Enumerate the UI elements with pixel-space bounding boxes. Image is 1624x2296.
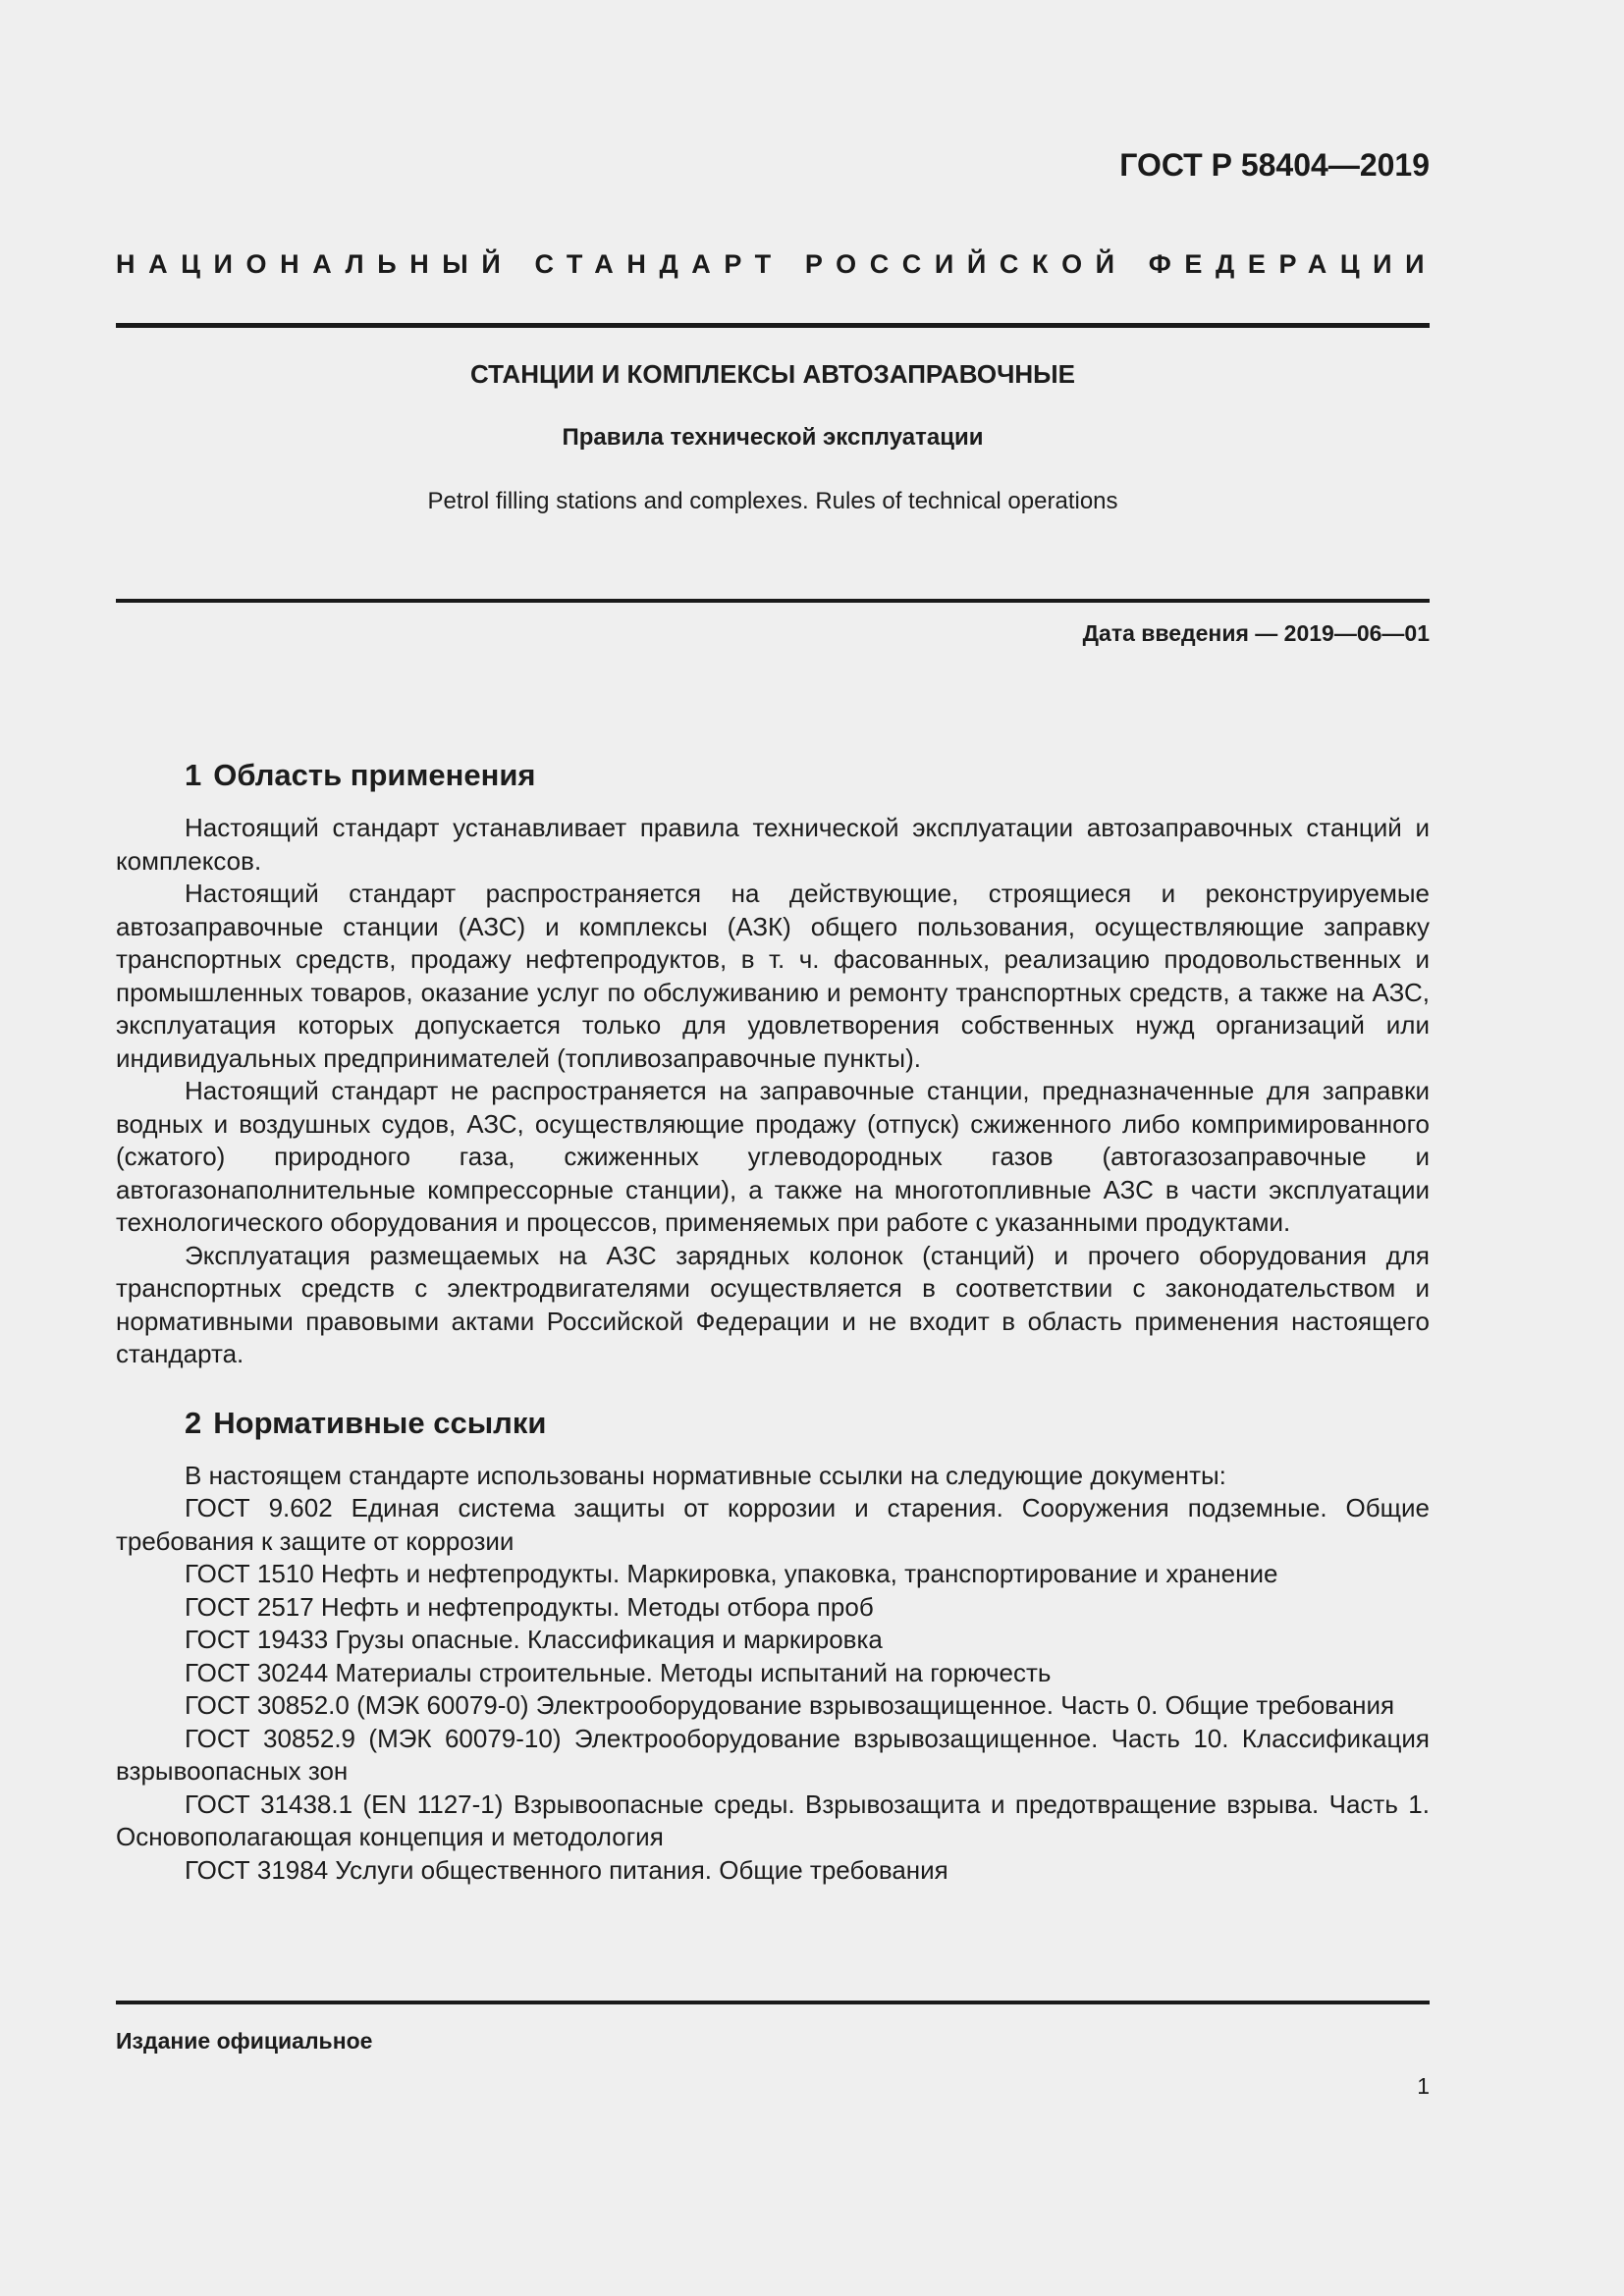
section-title: Область применения xyxy=(213,758,536,792)
document-subtitle: Правила технической эксплуатации xyxy=(562,424,984,451)
page-number: 1 xyxy=(1417,2073,1430,2099)
reference-item: ГОСТ 9.602 Единая система защиты от коррозии и старения. Сооружения подземные. Общие требования к защите от коррозии xyxy=(116,1493,1430,1556)
paragraph: Настоящий стандарт устанавливает правила технической эксплуатации автозаправочных станций и комплексов. xyxy=(116,813,1430,876)
paragraph: Настоящий стандарт не распространяется на заправочные станции, предназначенные для заправки водных и воздушных судов, АЗС, осуществляющие продажу (отпуск) сжиженного либо компримированного (сжатого) природного газа, сжиженных углеводородных газов (автогазозаправочные и автогазонаполнительные компрессорные станции), а также на многотопливные АЗС в части эксплуатации технологического оборудования и процессов, применяемых при работе с указанными продуктами. xyxy=(116,1076,1430,1237)
reference-item: ГОСТ 31984 Услуги общественного питания. Общие требования xyxy=(185,1854,948,1885)
introduction-date: Дата введения — 2019—06—01 xyxy=(1082,620,1430,646)
section-number: 1 xyxy=(185,758,202,792)
document-body xyxy=(116,756,1430,1887)
section-title: Нормативные ссылки xyxy=(213,1405,547,1440)
paragraph: В настоящем стандарте использованы нормативные ссылки на следующие документы: xyxy=(185,1460,1226,1490)
reference-item: ГОСТ 30244 Материалы строительные. Методы испытаний на горючесть xyxy=(185,1657,1052,1687)
reference-item: ГОСТ 30852.9 (МЭК 60079-10) Электрооборудование взрывозащищенное. Часть 10. Классификация взрывоопасных зон xyxy=(116,1723,1430,1786)
header-divider xyxy=(116,323,1430,328)
section-heading xyxy=(116,1404,1430,1443)
official-edition-label: Издание официальное xyxy=(116,2028,373,2054)
reference-item: ГОСТ 31438.1 (EN 1127-1) Взрывоопасные среды. Взрывозащита и предотвращение взрыва. Часть 1. Основополагающая концепция и методология xyxy=(116,1789,1430,1851)
section-number: 2 xyxy=(185,1405,202,1440)
reference-item: ГОСТ 2517 Нефть и нефтепродукты. Методы отбора проб xyxy=(185,1591,874,1622)
reference-item: ГОСТ 19433 Грузы опасные. Классификация и маркировка xyxy=(185,1625,883,1654)
standard-number: ГОСТ Р 58404—2019 xyxy=(1119,147,1430,183)
paragraph: Эксплуатация размещаемых на АЗС зарядных колонок (станций) и прочего оборудования для транспортных средств с электродвигателями осуществляется в соответствии с законодательством и нормативными правовыми актами Российской Федерации и не входит в область применения настоящего стандарта. xyxy=(116,1240,1430,1368)
english-title: Petrol filling stations and complexes. Rules of technical operations xyxy=(427,488,1118,514)
reference-item: ГОСТ 1510 Нефть и нефтепродукты. Маркировка, упаковка, транспортирование и хранение xyxy=(185,1559,1278,1588)
footer-divider xyxy=(116,2001,1430,2004)
section-heading xyxy=(116,756,1430,795)
title-divider xyxy=(116,599,1430,603)
paragraph: Настоящий стандарт распространяется на действующие, строящиеся и реконструируемые автозаправочные станции (АЗС) и комплексы (АЗК) общего пользования, осуществляющие заправку транспортных средств, продажу нефтепродуктов, в т. ч. фасованных, реализацию продовольственных и промышленных товаров, оказание услуг по обслуживанию и ремонту транспортных средств, а также на АЗС, эксплуатация которых допускается только для удовлетворения собственных нужд организаций или индивидуальных предпринимателей (топливозаправочные пункты). xyxy=(116,879,1430,1073)
national-standard-banner: НАЦИОНАЛЬНЫЙ СТАНДАРТ РОССИЙСКОЙ ФЕДЕРАЦИИ xyxy=(116,249,1438,279)
document-title: СТАНЦИИ И КОМПЛЕКСЫ АВТОЗАПРАВОЧНЫЕ xyxy=(470,359,1075,389)
reference-item: ГОСТ 30852.0 (МЭК 60079-0) Электрооборудование взрывозащищенное. Часть 0. Общие требования xyxy=(185,1690,1395,1720)
